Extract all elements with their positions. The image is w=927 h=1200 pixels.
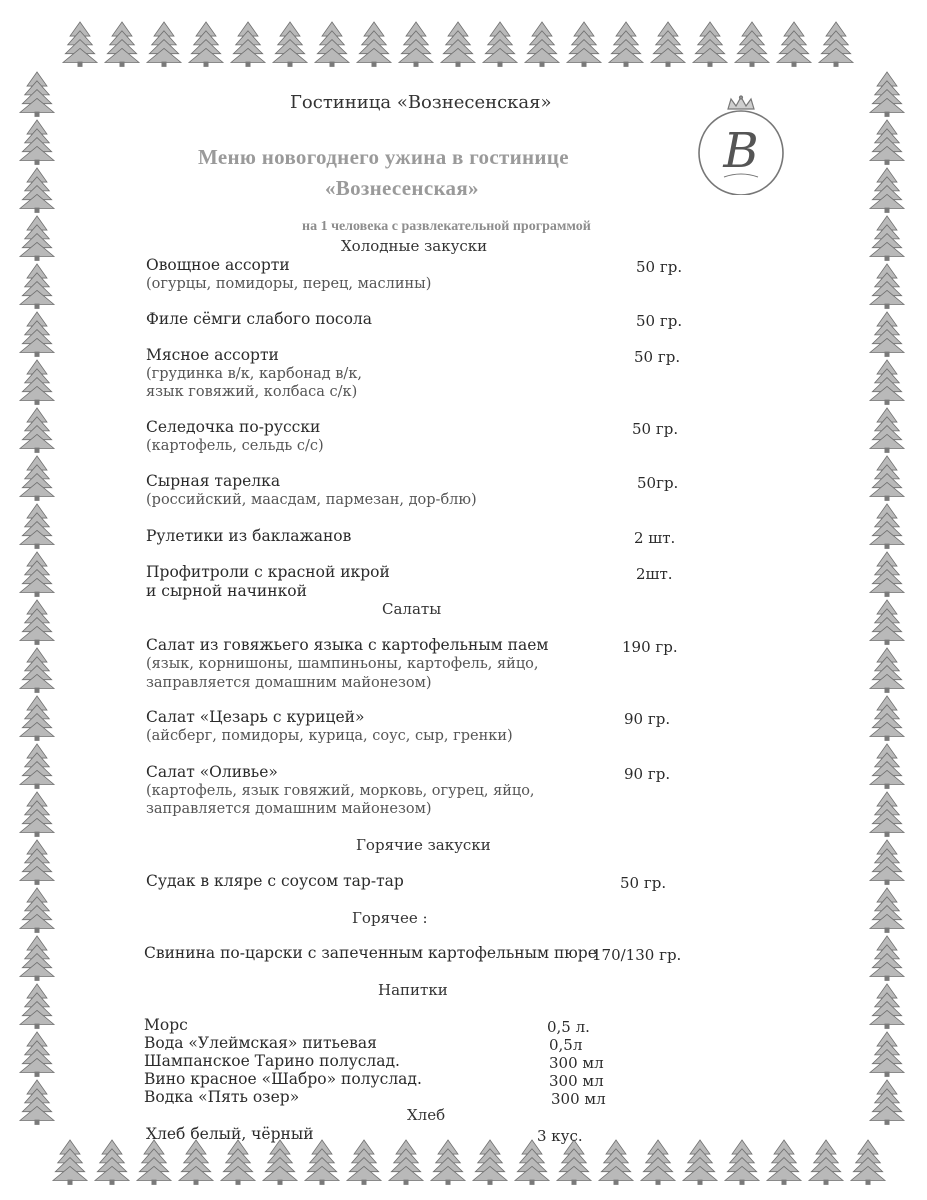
tree-icon [870,360,904,405]
menu-item-desc: заправляется домашним майонезом) [146,801,432,817]
menu-item-qty: 2шт. [636,565,673,583]
section-hot: Горячее : [352,909,428,927]
menu-item-desc: (язык, корнишоны, шампиньоны, картофель, яйцо, [146,656,539,672]
menu-item-desc: (картофель, язык говяжий, морковь, огурец, яйцо, [146,783,535,799]
tree-icon [20,984,54,1029]
tree-icon [137,1140,171,1185]
menu-item: Салат из говяжьего языка с картофельным паем [146,636,549,654]
menu-item-qty: 50гр. [637,474,679,492]
menu-item-desc: (российский, маасдам, пармезан, дор-блю) [146,492,477,508]
tree-icon [809,1140,843,1185]
tree-icon [870,168,904,213]
tree-icon [725,1140,759,1185]
menu-item: Салат «Цезарь с курицей» [146,708,365,726]
menu-item-qty: 90 гр. [624,710,671,728]
menu-item-qty: 50 гр. [620,874,667,892]
menu-item-qty: 0,5 л. [547,1018,590,1036]
tree-icon [870,216,904,261]
tree-icon [20,648,54,693]
menu-item: Свинина по-царски с запеченным картофельным пюре [144,944,597,962]
menu-item: Овощное ассорти [146,256,290,274]
tree-icon [599,1140,633,1185]
menu-item: Рулетики из баклажанов [146,527,352,545]
menu-item-desc: и сырной начинкой [146,582,307,600]
tree-icon [20,744,54,789]
tree-icon [870,984,904,1029]
menu-item-desc: язык говяжий, колбаса с/к) [146,384,358,400]
tree-icon [525,22,559,67]
tree-icon [441,22,475,67]
section-cold: Холодные закуски [341,237,488,255]
tree-icon [870,1080,904,1125]
tree-icon [20,72,54,117]
tree-icon [20,312,54,357]
tree-icon [20,456,54,501]
tree-icon [20,1032,54,1077]
tree-icon [389,1140,423,1185]
menu-item: Профитроли с красной икрой [146,563,390,581]
tree-icon [63,22,97,67]
crown-monogram-logo [686,95,796,195]
tree-icon [567,22,601,67]
menu-item-desc: заправляется домашним майонезом) [146,675,432,691]
tree-icon [819,22,853,67]
tree-icon [870,456,904,501]
tree-icon [179,1140,213,1185]
tree-icon [683,1140,717,1185]
tree-icon [20,600,54,645]
tree-icon [221,1140,255,1185]
menu-item-desc: (картофель, сельдь с/с) [146,438,324,454]
tree-icon [305,1140,339,1185]
tree-icon [431,1140,465,1185]
tree-icon [870,792,904,837]
menu-subtitle: на 1 человека с развлекательной программой [302,219,591,234]
tree-icon [851,1140,885,1185]
section-salads: Салаты [382,600,442,618]
tree-icon [735,22,769,67]
menu-item: Шампанское Тарино полуслад. [144,1052,400,1070]
tree-icon [693,22,727,67]
menu-item: Филе сёмги слабого посола [146,310,373,328]
tree-icon [231,22,265,67]
tree-icon [515,1140,549,1185]
menu-item-desc: (айсберг, помидоры, курица, соус, сыр, гренки) [146,728,513,744]
tree-icon [870,696,904,741]
tree-icon [870,312,904,357]
tree-icon [870,1032,904,1077]
tree-icon [870,264,904,309]
menu-item: Салат «Оливье» [146,763,278,781]
tree-icon [870,72,904,117]
tree-icon [870,936,904,981]
section-bread: Хлеб [407,1106,446,1124]
menu-item: Вино красное «Шабро» полуслад. [144,1070,422,1088]
menu-title-line1: Меню новогоднего ужина в гостинице [198,145,569,169]
tree-icon [105,22,139,67]
tree-icon [641,1140,675,1185]
menu-item-qty: 300 мл [549,1072,604,1090]
menu-item-qty: 170/130 гр. [592,946,682,964]
tree-icon [147,22,181,67]
menu-item: Морс [144,1016,188,1034]
menu-item: Хлеб белый, чёрный [146,1125,314,1143]
tree-icon [870,744,904,789]
tree-icon [609,22,643,67]
menu-item-qty: 2 шт. [634,529,676,547]
tree-icon [20,168,54,213]
tree-icon [357,22,391,67]
menu-item-qty: 3 кус. [537,1127,583,1145]
menu-item: Сырная тарелка [146,472,281,490]
tree-icon [870,552,904,597]
tree-icon [20,888,54,933]
tree-icon [557,1140,591,1185]
tree-icon [95,1140,129,1185]
logo-letter: B [723,123,759,179]
tree-icon [777,22,811,67]
tree-icon [473,1140,507,1185]
menu-item-desc: (огурцы, помидоры, перец, маслины) [146,276,432,292]
tree-icon [767,1140,801,1185]
menu-item: Мясное ассорти [146,346,279,364]
section-hot-snacks: Горячие закуски [356,836,491,854]
tree-icon [347,1140,381,1185]
tree-icon [20,552,54,597]
tree-icon [20,504,54,549]
hotel-name: Гостиница «Вознесенская» [290,92,552,113]
tree-icon [20,696,54,741]
tree-icon [263,1140,297,1185]
tree-icon [483,22,517,67]
menu-item-qty: 50 гр. [634,348,681,366]
menu-item-qty: 50 гр. [636,312,683,330]
tree-icon [20,408,54,453]
menu-item-qty: 0,5л [549,1036,583,1054]
menu-item: Селедочка по-русски [146,418,321,436]
tree-icon [870,888,904,933]
menu-item-desc: (грудинка в/к, карбонад в/к, [146,366,362,382]
menu-item-qty: 50 гр. [636,258,683,276]
tree-icon [20,840,54,885]
tree-icon [20,1080,54,1125]
tree-icon [870,408,904,453]
tree-icon [870,600,904,645]
section-drinks: Напитки [378,981,448,999]
tree-icon [870,648,904,693]
menu-item: Водка «Пять озер» [144,1088,300,1106]
tree-icon [20,264,54,309]
tree-icon [870,120,904,165]
menu-item-qty: 90 гр. [624,765,671,783]
menu-item-qty: 300 мл [549,1054,604,1072]
menu-title-line2: «Вознесенская» [325,176,479,200]
tree-icon [870,504,904,549]
tree-icon [20,120,54,165]
tree-icon [53,1140,87,1185]
menu-item-qty: 190 гр. [622,638,678,656]
tree-icon [20,216,54,261]
tree-icon [651,22,685,67]
menu-item: Судак в кляре с соусом тар-тар [146,872,404,890]
menu-item-qty: 50 гр. [632,420,679,438]
tree-icon [399,22,433,67]
tree-icon [870,840,904,885]
menu-item-qty: 300 мл [551,1090,606,1108]
tree-icon [315,22,349,67]
tree-icon [20,360,54,405]
tree-icon [20,792,54,837]
tree-icon [20,936,54,981]
tree-icon [273,22,307,67]
tree-icon [189,22,223,67]
menu-item: Вода «Улеймская» питьевая [144,1034,377,1052]
